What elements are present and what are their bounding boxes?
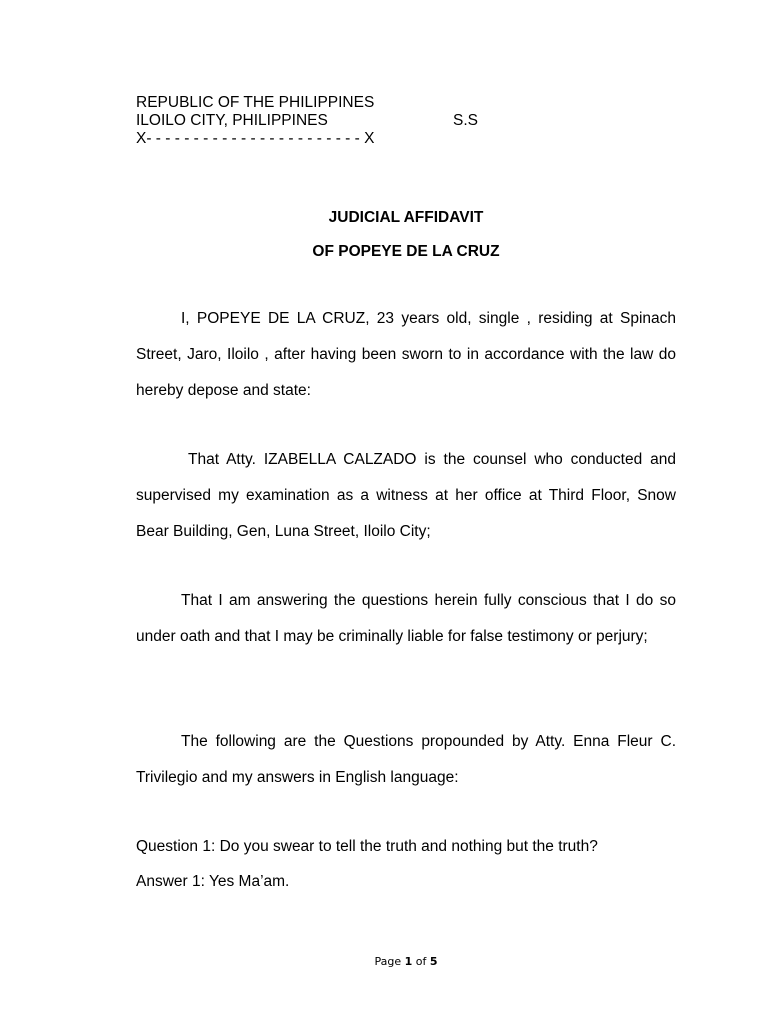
answer-1: Answer 1: Yes Ma’am. (136, 873, 290, 890)
question-1: Question 1: Do you swear to tell the truth and nothing but the truth? (136, 838, 598, 855)
footer-page-total: 5 (429, 955, 438, 968)
paragraph-oath: That I am answering the questions herein fully conscious that I do so under oath and that I may be criminally liable for false testimony or perjury; (136, 592, 676, 645)
header-republic: REPUBLIC OF THE PHILIPPINES (136, 94, 375, 111)
footer-of-label: of (415, 955, 427, 968)
header-ss: S.S (453, 112, 478, 129)
header-separator: X- - - - - - - - - - - - - - - - - - - - - - - X (136, 130, 375, 147)
paragraph-questions-intro: The following are the Questions propounded by Atty. Enna Fleur C. Trivilegio and my answers in English language: (136, 733, 676, 786)
paragraph-counsel: That Atty. IZABELLA CALZADO is the counsel who conducted and supervised my examination as a witness at her office at Third Floor, Snow Bear Building, Gen, Luna Street, Iloilo City; (136, 451, 676, 540)
footer-page-number: 1 (404, 955, 413, 968)
paragraph-affiant-intro: I, POPEYE DE LA CRUZ, 23 years old, single , residing at Spinach Street, Jaro, Iloilo , after having been sworn to in accordance with the law do hereby depose and state: (136, 310, 676, 399)
page-footer (0, 955, 768, 969)
document-title: JUDICIAL AFFIDAVIT (328, 209, 484, 226)
footer-page-label: Page (374, 955, 402, 968)
document-subtitle: OF POPEYE DE LA CRUZ (312, 243, 500, 260)
header-city: ILOILO CITY, PHILIPPINES (136, 112, 328, 129)
